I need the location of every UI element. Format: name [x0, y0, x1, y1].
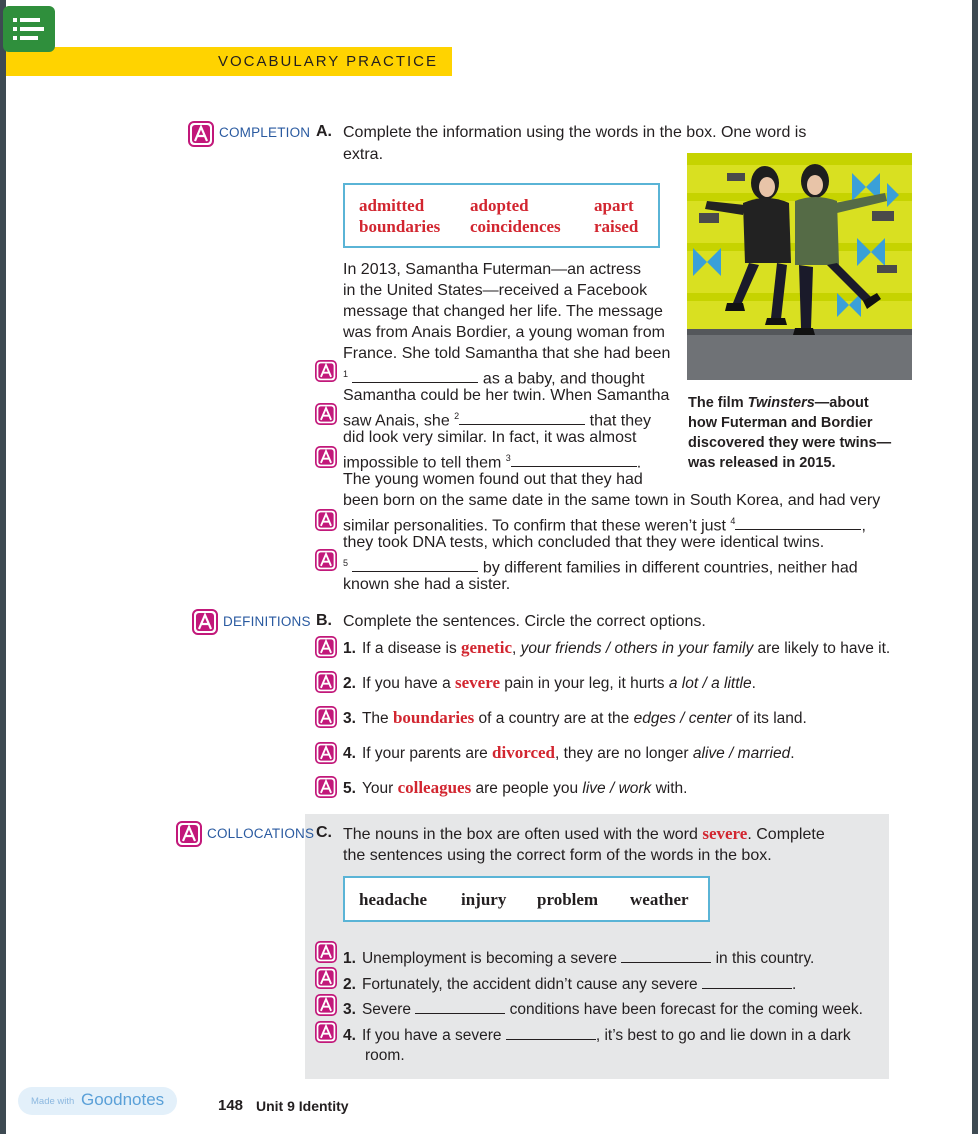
blank-c4[interactable]	[506, 1026, 596, 1040]
item-text: The	[361, 710, 393, 727]
window-frame-right	[972, 0, 978, 1134]
passage-text: similar personalities. To confirm that these weren’t just	[343, 517, 731, 535]
answer-a-icon[interactable]	[315, 941, 337, 963]
item-text: , they are no longer	[555, 745, 693, 762]
item-options[interactable]: live / work	[582, 780, 652, 797]
definition-item-4	[343, 743, 795, 763]
blank-c1[interactable]	[621, 949, 711, 963]
blank-2[interactable]	[459, 411, 585, 425]
item-text: If you have a severe	[361, 1027, 506, 1044]
answer-a-icon[interactable]	[315, 446, 337, 468]
passage-line: known she had a sister.	[343, 576, 511, 593]
item-number: 3.	[343, 710, 356, 727]
box-word-apart: apart	[594, 196, 634, 215]
item-text: of a country are at the	[474, 710, 634, 727]
instruction-keyword: severe	[702, 824, 748, 843]
item-number: 1.	[343, 950, 356, 967]
passage-line: did look very similar. In fact, it was almost	[343, 429, 637, 446]
window-frame-left	[0, 0, 6, 1134]
passage-line: they took DNA tests, which concluded that they were identical twins.	[343, 534, 825, 551]
item-text: are people you	[471, 780, 583, 797]
collocation-item-1	[343, 949, 814, 968]
answer-a-icon[interactable]	[315, 967, 337, 989]
passage-text: as a baby, and thought	[482, 370, 645, 388]
collocation-item-2	[343, 975, 796, 994]
section-b-instruction: Complete the sentences. Circle the correct options.	[343, 613, 706, 630]
instruction-text: The nouns in the box are often used with the word	[343, 826, 703, 843]
box-word-injury: injury	[461, 890, 507, 909]
answer-a-icon[interactable]	[315, 706, 337, 728]
blank-number: 4	[730, 516, 736, 526]
blank-4[interactable]	[735, 516, 861, 530]
blank-3[interactable]	[511, 453, 637, 467]
answer-a-icon[interactable]	[315, 776, 337, 798]
item-text: with.	[651, 780, 688, 797]
item-text: of its land.	[731, 710, 807, 727]
item-number: 4.	[343, 1027, 356, 1044]
item-options[interactable]: edges / center	[633, 710, 732, 727]
item-text: If you have a	[361, 675, 455, 692]
item-number: 1.	[343, 640, 356, 657]
film-title: Twinsters	[747, 395, 815, 411]
answer-a-icon[interactable]	[192, 609, 218, 635]
section-b-letter: B.	[316, 612, 332, 629]
blank-number: 1	[343, 369, 349, 379]
blank-number: 3	[505, 453, 511, 463]
passage-line: In 2013, Samantha Futerman—an actress	[343, 261, 641, 278]
item-text: are likely to have it.	[753, 640, 891, 657]
blank-5[interactable]	[352, 558, 478, 572]
box-word-raised: raised	[594, 217, 639, 236]
passage-text: by different families in different countries, neither had	[482, 559, 858, 577]
answer-a-icon[interactable]	[315, 994, 337, 1016]
blank-c3[interactable]	[415, 1000, 505, 1014]
definition-item-1	[343, 638, 890, 658]
unit-label: Unit 9 Identity	[256, 1098, 349, 1114]
answer-a-icon[interactable]	[315, 549, 337, 571]
passage-line: message that changed her life. The message	[343, 303, 663, 320]
section-label-collocations: COLLOCATIONS	[207, 826, 315, 841]
box-word-weather: weather	[630, 890, 689, 909]
item-text: conditions have been forecast for the coming week.	[505, 1001, 863, 1018]
section-label-definitions: DEFINITIONS	[223, 614, 311, 629]
item-number: 5.	[343, 780, 356, 797]
answer-a-icon[interactable]	[315, 1021, 337, 1043]
item-text: pain in your leg, it hurts	[500, 675, 669, 692]
instruction-text: . Complete	[747, 826, 825, 843]
page-title: VOCABULARY PRACTICE	[218, 53, 438, 70]
photo-illustration	[687, 153, 912, 380]
item-text: .	[791, 976, 797, 993]
item-text: Fortunately, the accident didn’t cause any severe	[361, 976, 702, 993]
item-number: 4.	[343, 745, 356, 762]
section-c-instruction-line1	[343, 823, 825, 845]
item-text: in this country.	[711, 950, 815, 967]
badge-prefix: Made with	[31, 1096, 75, 1107]
passage-line: The young women found out that they had	[343, 471, 643, 488]
item-text: , it’s best to go and lie down in a dark	[595, 1027, 851, 1044]
caption-text: —about how Futerman and Bordier discovered they were twins—was released in 2015.	[688, 395, 892, 471]
item-text: .	[790, 745, 795, 762]
box-word-boundaries: boundaries	[359, 217, 441, 236]
section-a-instruction-line1: Complete the information using the words in the box. One word is	[343, 124, 807, 141]
definition-item-5	[343, 778, 687, 798]
item-keyword: genetic	[461, 638, 512, 657]
passage-text: impossible to tell them	[343, 454, 506, 472]
blank-number: 2	[454, 411, 460, 421]
section-c-instruction-line2: the sentences using the correct form of the words in the box.	[343, 847, 772, 864]
item-text: If your parents are	[361, 745, 493, 762]
item-number: 3.	[343, 1001, 356, 1018]
blank-1[interactable]	[352, 369, 478, 383]
item-number: 2.	[343, 976, 356, 993]
item-text: .	[751, 675, 756, 692]
item-text: Your	[361, 780, 398, 797]
passage-line: been born on the same date in the same town in South Korea, and had very	[343, 492, 881, 509]
box-word-headache: headache	[359, 890, 427, 909]
word-box-c	[343, 876, 710, 922]
list-outline-icon	[11, 14, 47, 44]
item-options[interactable]: alive / married	[692, 745, 791, 762]
item-keyword: divorced	[492, 743, 555, 762]
box-word-admitted: admitted	[359, 196, 425, 215]
passage-line: in the United States—received a Facebook	[343, 282, 648, 299]
passage-text: ,	[861, 517, 866, 535]
twinsters-photo	[687, 153, 912, 380]
badge-brand: Goodnotes	[81, 1090, 165, 1109]
box-word-adopted: adopted	[470, 196, 529, 215]
answer-a-icon[interactable]	[315, 636, 337, 658]
section-label-completion: COMPLETION	[219, 125, 311, 140]
item-keyword: severe	[455, 673, 500, 692]
item-number: 2.	[343, 675, 356, 692]
blank-c2[interactable]	[702, 975, 792, 989]
answer-a-icon[interactable]	[315, 509, 337, 531]
passage-line: was from Anais Bordier, a young woman from	[343, 324, 665, 341]
answer-a-icon[interactable]	[315, 360, 337, 382]
item-text: ,	[512, 640, 521, 657]
section-c-letter: C.	[316, 824, 332, 841]
word-box-a	[343, 183, 660, 248]
definition-item-3	[343, 708, 807, 728]
answer-a-icon[interactable]	[315, 742, 337, 764]
passage-text: saw Anais, she	[343, 412, 455, 430]
passage-line: Samantha could be her twin. When Samantha	[343, 387, 670, 404]
item-text: Unemployment is becoming a severe	[361, 950, 622, 967]
box-word-problem: problem	[537, 890, 599, 909]
item-keyword: boundaries	[392, 708, 475, 727]
passage-text: .	[636, 454, 642, 472]
outline-button[interactable]	[3, 6, 55, 52]
passage-line: France. She told Samantha that she had been	[343, 345, 671, 362]
section-a-letter: A.	[316, 123, 332, 140]
definition-item-2	[343, 673, 756, 693]
page-number: 148	[218, 1097, 244, 1114]
blank-number: 5	[343, 558, 349, 568]
answer-a-icon[interactable]	[188, 121, 214, 147]
item-text: If a disease is	[361, 640, 462, 657]
item-options[interactable]: your friends / others in your family	[520, 640, 754, 657]
goodnotes-badge[interactable]	[18, 1087, 177, 1115]
item-options[interactable]: a lot / a little	[668, 675, 752, 692]
answer-a-icon[interactable]	[176, 821, 202, 847]
collocation-item-4	[343, 1026, 851, 1045]
passage-text: that they	[589, 412, 652, 430]
caption-text: The film	[688, 395, 748, 411]
box-word-coincidences: coincidences	[470, 217, 561, 236]
collocation-item-4-continued: room.	[365, 1047, 405, 1064]
section-a-instruction-line2: extra.	[343, 146, 384, 163]
answer-a-icon[interactable]	[315, 403, 337, 425]
item-keyword: colleagues	[397, 778, 472, 797]
item-text: Severe	[361, 1001, 416, 1018]
collocation-item-3	[343, 1000, 863, 1019]
photo-caption	[688, 393, 898, 473]
answer-a-icon[interactable]	[315, 671, 337, 693]
